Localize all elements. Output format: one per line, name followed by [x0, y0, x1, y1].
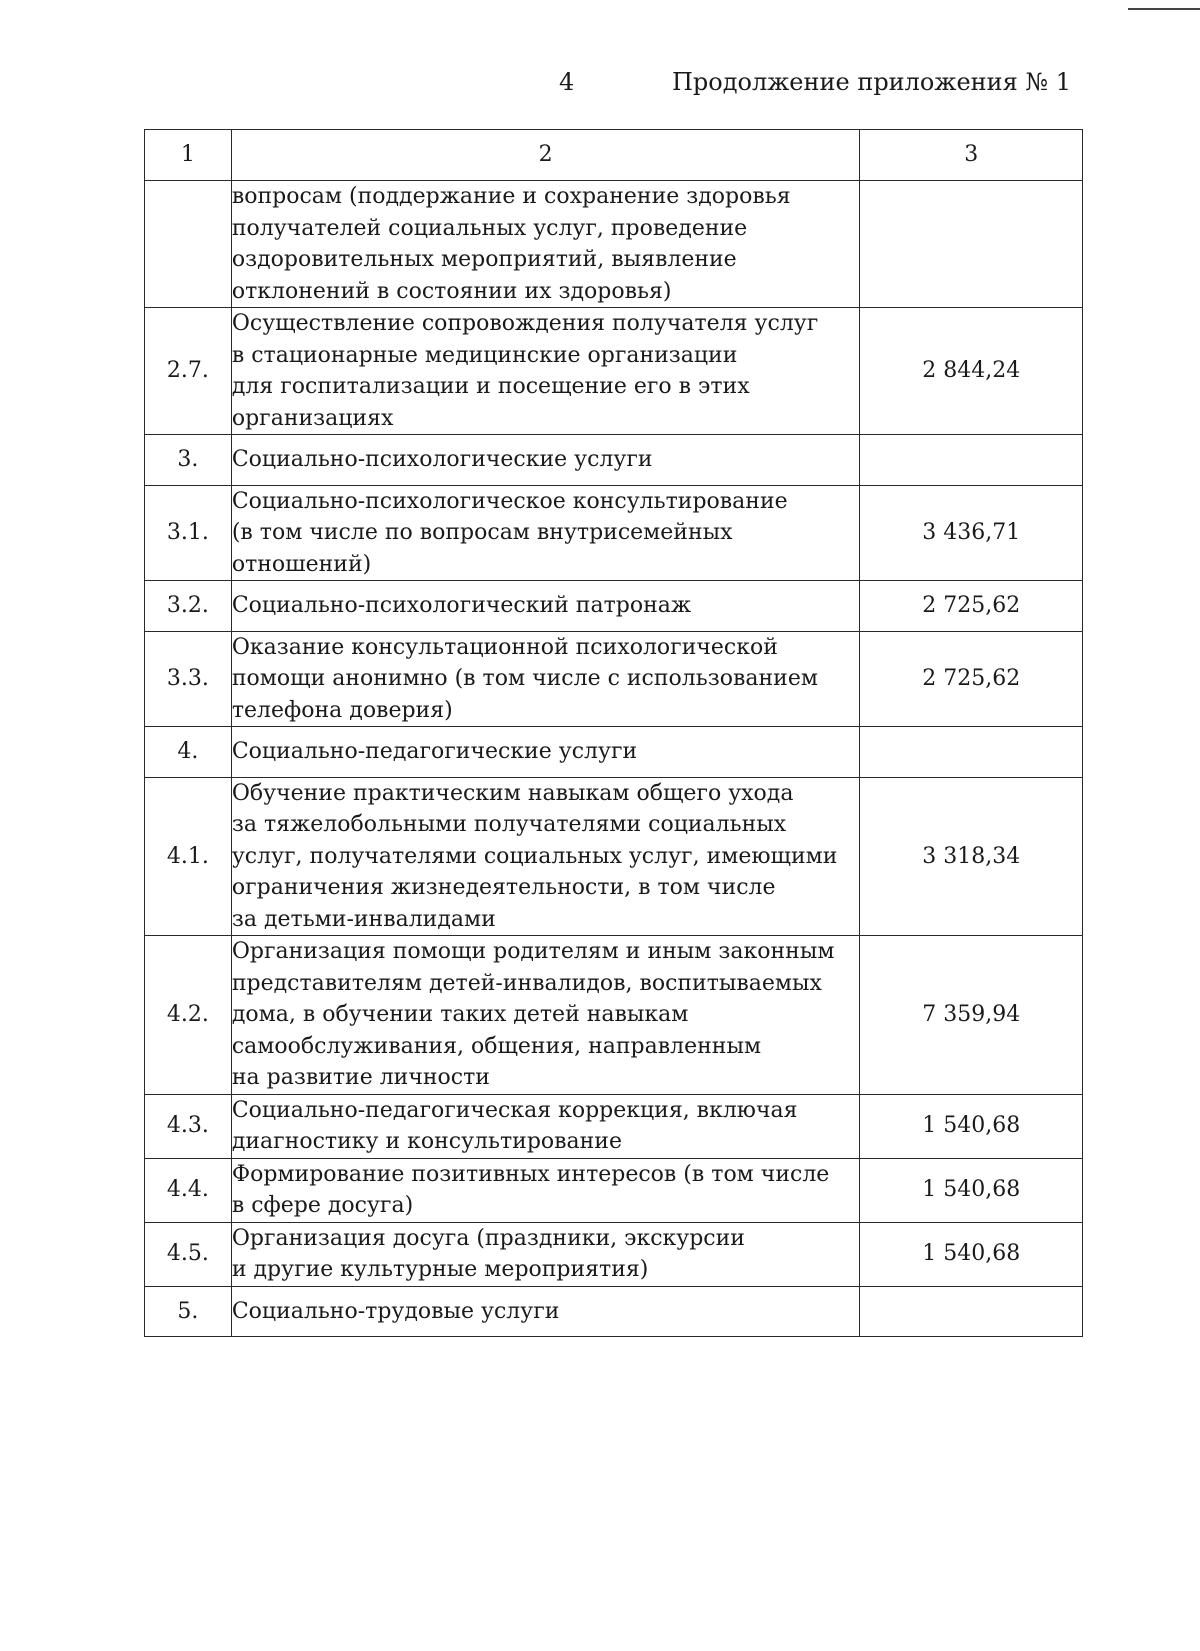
table-header-row	[145, 130, 1083, 181]
row-number: 4.	[145, 727, 232, 778]
table-row	[145, 435, 1083, 486]
service-name: Обучение практическим навыкам общего ухода за тяжелобольными получателями социальных услуг, получателями социальных услуг, имеющими ограничения жизнедеятельности, в том числе за детьми-инвалидами	[231, 777, 860, 936]
row-number: 4.2.	[145, 936, 232, 1095]
row-number: 5.	[145, 1286, 232, 1337]
row-number: 3.	[145, 435, 232, 486]
section-title: Социально-трудовые услуги	[231, 1286, 860, 1337]
column-header-3: 3	[860, 130, 1083, 181]
table-row	[145, 581, 1083, 632]
service-price: 2 725,62	[860, 631, 1083, 727]
service-name: Осуществление сопровождения получателя услуг в стационарные медицинские организации для госпитализации и посещение его в этих организациях	[231, 308, 860, 435]
section-title: Социально-педагогические услуги	[231, 727, 860, 778]
table-row	[145, 1286, 1083, 1337]
column-header-2: 2	[231, 130, 860, 181]
table-row	[145, 181, 1083, 308]
row-number: 3.1.	[145, 485, 232, 581]
service-name: Оказание консультационной психологической помощи анонимно (в том числе с использованием телефона доверия)	[231, 631, 860, 727]
appendix-continuation-label: Продолжение приложения № 1	[672, 68, 1072, 96]
table-row	[145, 1094, 1083, 1158]
section-title: Социально-психологические услуги	[231, 435, 860, 486]
page-number: 4	[559, 68, 575, 96]
services-price-table	[144, 129, 1083, 1337]
table-row	[145, 1158, 1083, 1222]
service-price	[860, 181, 1083, 308]
row-number: 3.2.	[145, 581, 232, 632]
row-number: 4.1.	[145, 777, 232, 936]
table-row	[145, 777, 1083, 936]
column-header-1: 1	[145, 130, 232, 181]
service-price: 1 540,68	[860, 1158, 1083, 1222]
service-price: 2 725,62	[860, 581, 1083, 632]
service-name: вопросам (поддержание и сохранение здоровья получателей социальных услуг, проведение оздоровительных мероприятий, выявление отклонений в состоянии их здоровья)	[231, 181, 860, 308]
row-number: 4.4.	[145, 1158, 232, 1222]
service-price: 3 436,71	[860, 485, 1083, 581]
table-row	[145, 1222, 1083, 1286]
service-price: 1 540,68	[860, 1094, 1083, 1158]
table-row	[145, 308, 1083, 435]
page-header	[0, 62, 1200, 102]
table-row	[145, 631, 1083, 727]
service-name: Социально-педагогическая коррекция, включая диагностику и консультирование	[231, 1094, 860, 1158]
service-price	[860, 1286, 1083, 1337]
service-name: Социально-психологический патронаж	[231, 581, 860, 632]
service-name: Организация досуга (праздники, экскурсии и другие культурные мероприятия)	[231, 1222, 860, 1286]
service-price: 3 318,34	[860, 777, 1083, 936]
service-name: Формирование позитивных интересов (в том числе в сфере досуга)	[231, 1158, 860, 1222]
row-number: 2.7.	[145, 308, 232, 435]
service-price	[860, 727, 1083, 778]
table-row	[145, 485, 1083, 581]
service-name: Социально-психологическое консультирование (в том числе по вопросам внутрисемейных отношений)	[231, 485, 860, 581]
row-number: 3.3.	[145, 631, 232, 727]
service-price: 2 844,24	[860, 308, 1083, 435]
row-number: 4.5.	[145, 1222, 232, 1286]
row-number: 4.3.	[145, 1094, 232, 1158]
service-price: 1 540,68	[860, 1222, 1083, 1286]
row-number	[145, 181, 232, 308]
service-price: 7 359,94	[860, 936, 1083, 1095]
corner-line-mark	[1128, 8, 1200, 10]
table-row	[145, 727, 1083, 778]
service-price	[860, 435, 1083, 486]
service-name: Организация помощи родителям и иным законным представителям детей-инвалидов, воспитываемых дома, в обучении таких детей навыкам самообслуживания, общения, направленным на развитие личности	[231, 936, 860, 1095]
table-row	[145, 936, 1083, 1095]
